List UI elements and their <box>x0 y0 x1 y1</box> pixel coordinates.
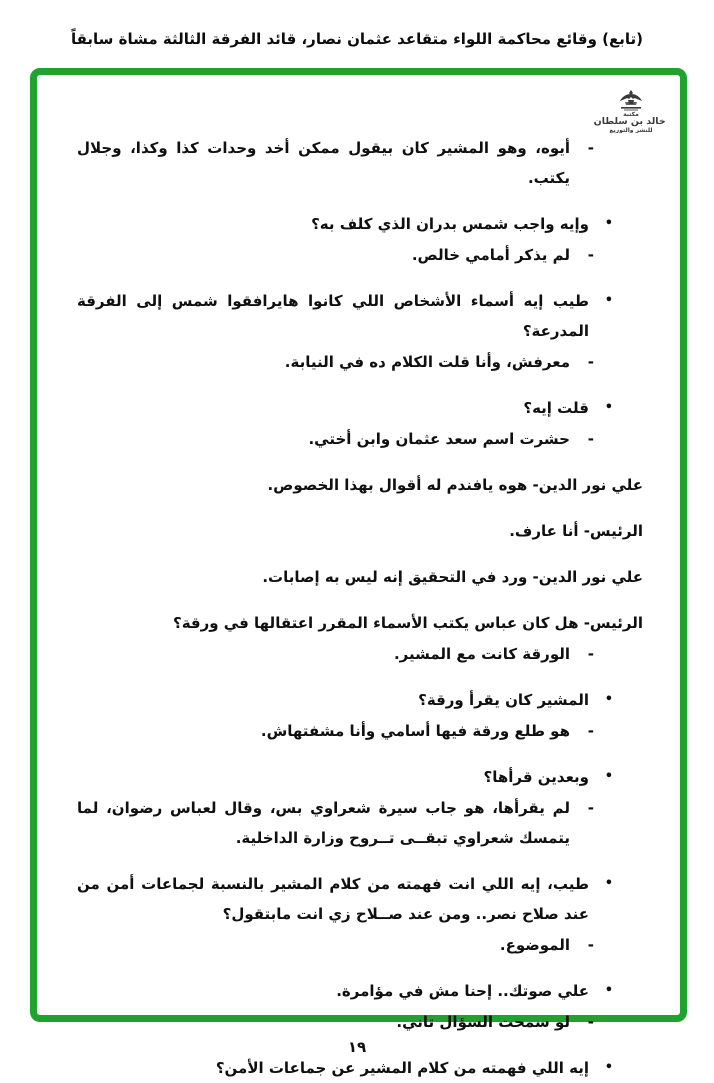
line-marker: • <box>604 769 613 784</box>
line-text: لو سمحت السؤال تاني. <box>396 1013 570 1031</box>
transcript-line <box>77 930 643 960</box>
transcript-line <box>77 209 643 239</box>
line-marker: - <box>587 645 594 663</box>
line-marker: • <box>604 216 613 231</box>
line-marker: - <box>587 246 594 264</box>
stamp-top-text: مكتبة <box>623 111 639 118</box>
line-text: علي نور الدين- هوه يافندم له أقوال بهذا الخصوص. <box>267 476 643 494</box>
stamp-name-text: خالد بن سلطان <box>593 117 666 128</box>
line-text: طيب إيه أسماء الأشخاص اللي كانوا هايرافقوا شمس إلى الفرقة المدرعة؟ <box>77 292 589 340</box>
line-marker: • <box>604 293 613 308</box>
transcript-line <box>77 869 643 929</box>
line-marker: - <box>587 936 594 954</box>
page-title: (تابع) وقائع محاكمة اللواء متقاعد عثمان نصار، قائد الفرقة الثالثة مشاة سابقاً <box>70 30 644 48</box>
transcript-line <box>77 516 643 546</box>
transcript-line <box>77 133 643 193</box>
line-marker: • <box>604 983 613 998</box>
line-text: وبعدين قرأها؟ <box>483 768 589 786</box>
transcript-line <box>77 608 643 638</box>
line-text: الرئيس- أنا عارف. <box>509 522 643 540</box>
transcript-line <box>77 1053 643 1083</box>
line-text: قلت إيه؟ <box>523 399 589 417</box>
transcript-line <box>77 393 643 423</box>
line-text: إيه اللي فهمته من كلام المشير عن جماعات الأمن؟ <box>215 1059 589 1077</box>
transcript-line <box>77 240 643 270</box>
line-text: هو طلع ورقة فيها أسامي وأنا مشفتهاش. <box>260 722 570 740</box>
page-number: ١٩ <box>347 1038 367 1056</box>
line-marker: - <box>587 353 594 371</box>
stamp-bottom-text: للنشر والتوزيع <box>609 126 653 134</box>
line-text: أيوه، وهو المشير كان بيقول ممكن أخد وحدات كذا وكذا، وجلال يكتب. <box>77 139 570 187</box>
line-text: علي نور الدين- ورد في التحقيق إنه ليس به إصابات. <box>262 568 643 586</box>
transcript-line <box>77 470 643 500</box>
transcript-line <box>77 1007 643 1037</box>
transcript-line <box>77 762 643 792</box>
line-marker: - <box>587 139 594 157</box>
transcript-line <box>77 286 643 346</box>
line-text: الورقة كانت مع المشير. <box>393 645 570 663</box>
transcript-line <box>77 424 643 454</box>
line-text: لم يقرأها، هو جاب سيرة شعراوي بس، وقال لعباس رضوان، لما يتمسك شعراوي تبقــى تــروح وزارة الداخلية. <box>77 799 570 847</box>
line-marker: - <box>587 799 594 817</box>
transcript-line <box>77 793 643 853</box>
line-marker: • <box>604 1060 613 1075</box>
transcript-line <box>77 347 643 377</box>
line-marker: - <box>587 722 594 740</box>
transcript-line <box>77 976 643 1006</box>
line-marker: • <box>604 692 613 707</box>
line-marker: • <box>604 876 613 891</box>
line-text: وإيه واجب شمس بدران الذي كلف به؟ <box>311 215 589 233</box>
line-text: المشير كان يقرأ ورقة؟ <box>418 691 589 709</box>
line-marker: - <box>587 1013 594 1031</box>
line-text: الموضوع. <box>499 936 570 954</box>
line-text: طيب، إيه اللي انت فهمته من كلام المشير بالنسبة لجماعات أمن من عند صلاح نصر.. ومن عند صــلاح زي انت مابتقول؟ <box>77 875 589 923</box>
transcript-line <box>77 639 643 669</box>
line-text: معرفش، وأنا قلت الكلام ده في النيابة. <box>284 353 570 371</box>
line-text: الرئيس- هل كان عباس يكتب الأسماء المقرر اعتقالها في ورقة؟ <box>173 614 643 632</box>
line-text: علي صوتك.. إحنا مش في مؤامرة. <box>336 982 589 1000</box>
transcript-line <box>77 716 643 746</box>
transcript-line <box>77 685 643 715</box>
line-text: حشرت اسم سعد عثمان وابن أختي. <box>308 430 570 448</box>
line-marker: • <box>604 400 613 415</box>
line-text: لم يذكر أمامي خالص. <box>411 246 570 264</box>
transcript-line <box>77 562 643 592</box>
line-marker: - <box>587 430 594 448</box>
